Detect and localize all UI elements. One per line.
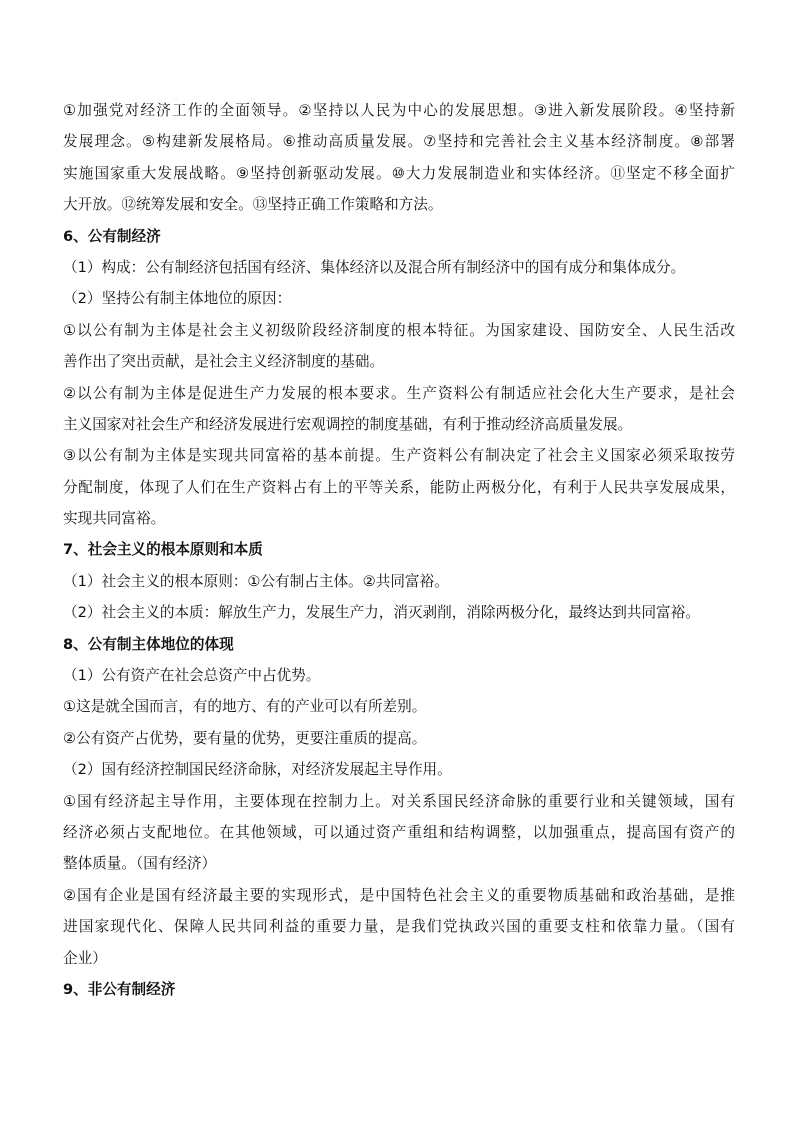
paragraph-line: ②以公有制为主体是促进生产力发展的根本要求。生产资料公有制适应社会化大生产要求，是社会 — [63, 384, 735, 402]
paragraph-line: ①加强党对经济工作的全面领导。②坚持以人民为中心的发展思想。③进入新发展阶段。④坚持新 — [63, 102, 735, 119]
paragraph-line: 实现共同富裕。 — [63, 510, 166, 528]
paragraph-line: 善作出了突出贡献，是社会主义经济制度的基础。 — [63, 353, 385, 371]
paragraph-line: （1）公有资产在社会总资产中占优势。 — [63, 667, 321, 685]
paragraph-line: （2）坚持公有制主体地位的原因： — [63, 290, 292, 308]
paragraph-line: 发展理念。⑤构建新发展格局。⑥推动高质量发展。⑦坚持和完善社会主义基本经济制度。⑧部署 — [63, 133, 735, 151]
paragraph-line: 整体质量。（国有经济） — [63, 855, 217, 873]
section-heading-7: 7、社会主义的根本原则和本质 — [63, 541, 263, 559]
paragraph-line: ①以公有制为主体是社会主义初级阶段经济制度的根本特征。为国家建设、国防安全、人民生活改 — [63, 321, 735, 339]
paragraph-line: （2）国有经济控制国民经济命脉，对经济发展起主导作用。 — [63, 761, 452, 779]
section-heading-8: 8、公有制主体地位的体现 — [63, 635, 234, 653]
document-page — [63, 95, 735, 1005]
paragraph-line: ①国有经济起主导作用，主要体现在控制力上。对关系国民经济命脉的重要行业和关键领域，国有 — [63, 792, 735, 810]
paragraph-line: ②公有资产占优势，要有量的优势，更要注重质的提高。 — [63, 729, 427, 747]
paragraph-line: （2）社会主义的本质：解放生产力，发展生产力，消灭剥削，消除两极分化，最终达到共同富裕。 — [63, 604, 700, 622]
paragraph-line: ①这是就全国而言，有的地方、有的产业可以有所差别。 — [63, 698, 427, 716]
paragraph-line: （1）社会主义的根本原则：①公有制占主体。②共同富裕。 — [63, 572, 449, 590]
paragraph-line: ②国有企业是国有经济最主要的实现形式，是中国特色社会主义的重要物质基础和政治基础，是推 — [63, 886, 735, 904]
section-heading-6: 6、公有制经济 — [63, 227, 161, 245]
paragraph-line: 主义国家对社会生产和经济发展进行宏观调控的制度基础，有利于推动经济高质量发展。 — [63, 415, 633, 433]
paragraph-line: 企业） — [63, 949, 107, 967]
paragraph-line: （1）构成：公有制经济包括国有经济、集体经济以及混合所有制经济中的国有成分和集体成分。 — [63, 258, 686, 276]
paragraph-line: 进国家现代化、保障人民共同利益的重要力量，是我们党执政兴国的重要支柱和依靠力量。（国有 — [63, 918, 735, 936]
paragraph-line: 分配制度，体现了人们在生产资料占有上的平等关系，能防止两极分化，有利于人民共享发展成果， — [63, 478, 735, 496]
paragraph-line: 经济必须占支配地位。在其他领域，可以通过资产重组和结构调整，以加强重点，提高国有资产的 — [63, 823, 735, 841]
paragraph-line: 大开放。⑫统筹发展和安全。⑬坚持正确工作策略和方法。 — [63, 196, 443, 214]
section-heading-9: 9、非公有制经济 — [63, 980, 176, 998]
paragraph-line: 实施国家重大发展战略。⑨坚持创新驱动发展。⑩大力发展制造业和实体经济。⑪坚定不移全面扩 — [63, 164, 735, 182]
paragraph-line: ③以公有制为主体是实现共同富裕的基本前提。生产资料公有制决定了社会主义国家必须采取按劳 — [63, 447, 735, 465]
